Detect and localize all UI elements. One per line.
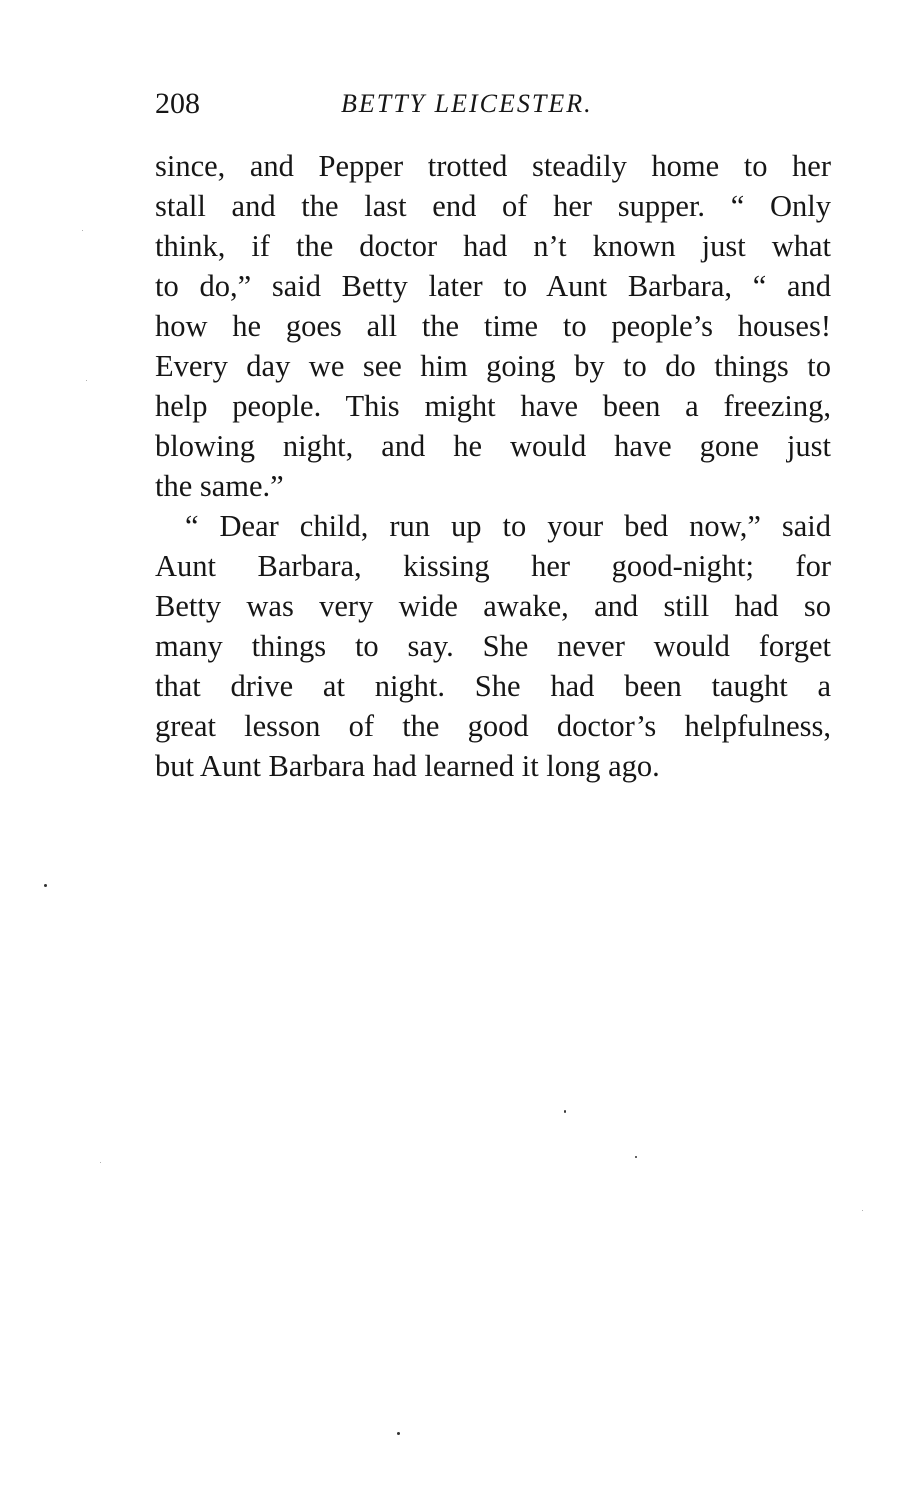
page-header [155,84,831,124]
scan-speck [82,230,83,231]
text-line: think, if the doctor had n’t known just what [155,229,831,263]
text-line: blowing night, and he would have gone just [155,429,831,463]
text-line: that drive at night. She had been taught a [155,669,831,703]
text-line: “ Dear child, run up to your bed now,” said [185,509,831,543]
scan-speck [86,380,87,381]
text-line: to do,” said Betty later to Aunt Barbara, “ and [155,269,831,303]
paragraph-1 [155,146,831,506]
running-head: BETTY LEICESTER. [341,89,593,118]
scan-speck [635,1156,637,1158]
text-line: but Aunt Barbara had learned it long ago. [155,749,660,783]
paragraph-2 [155,506,831,786]
text-line: many things to say. She never would forget [155,629,831,663]
text-line: help people. This might have been a freezing, [155,389,831,423]
scan-speck [862,1210,863,1211]
scan-speck [564,1110,566,1113]
text-line: how he goes all the time to people’s houses! [155,309,831,343]
text-line: since, and Pepper trotted steadily home to her [155,149,831,183]
text-line: Betty was very wide awake, and still had so [155,589,831,623]
scan-speck [100,1162,101,1163]
text-line: great lesson of the good doctor’s helpfulness, [155,709,831,743]
text-line: stall and the last end of her supper. “ Only [155,189,831,223]
body-text [155,146,831,786]
text-line: the same.” [155,469,284,503]
text-line: Every day we see him going by to do things to [155,349,831,383]
page-number: 208 [155,87,200,120]
scan-speck [44,884,47,887]
scan-speck [397,1432,400,1435]
text-line: Aunt Barbara, kissing her good-night; for [155,549,831,583]
